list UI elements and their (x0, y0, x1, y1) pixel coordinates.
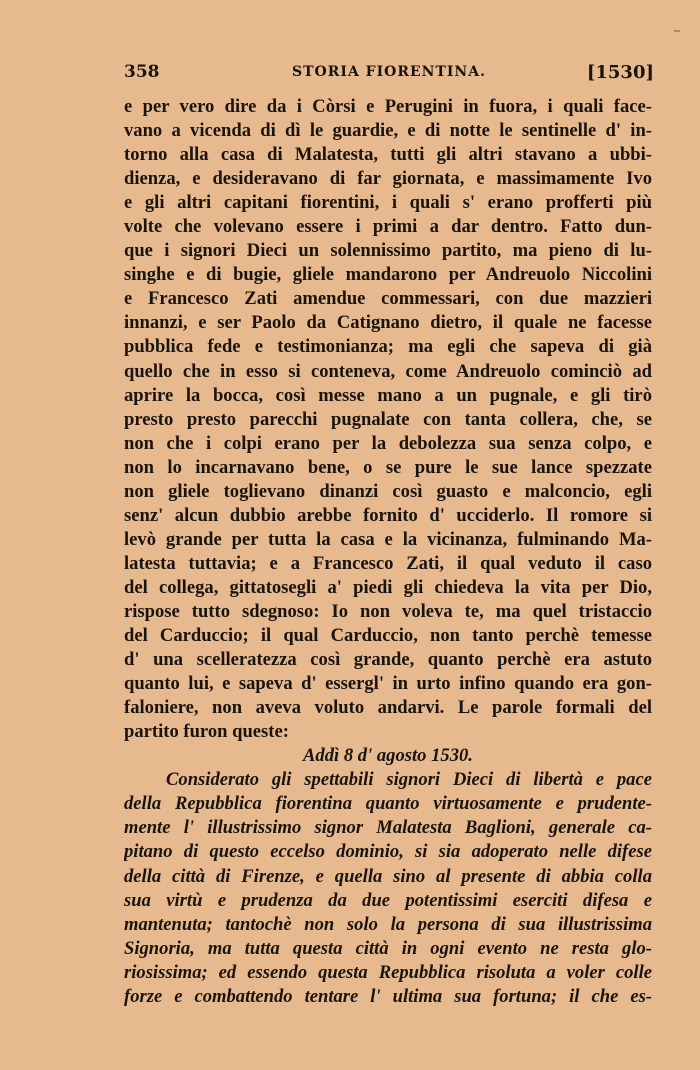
text-line: del Carduccio; il qual Carduccio, non tanto perchè temesse (124, 625, 652, 647)
text-line: senz' alcun dubbio arebbe fornito d' ucciderlo. Il romore si (124, 504, 652, 526)
text-line: forze e combattendo tentare l' ultima sua fortuna; il che es- (124, 985, 652, 1007)
text-line: dienza, e desideravano di far giornata, e massimamente Ivo (124, 168, 652, 190)
text-line: presto presto parecchi pugnalate con tanta collera, che, se (124, 408, 652, 430)
text-line: volte che volevano essere i primi a dar dentro. Fatto dun- (124, 216, 652, 238)
text-line: latesta tuttavia; e a Francesco Zati, il qual veduto il caso (124, 552, 652, 574)
text-line: del collega, gittatosegli a' piedi gli chiedeva la vita per Dio, (124, 576, 652, 598)
text-line: levò grande per tutta la casa e la vicinanza, fulminando Ma- (124, 528, 652, 550)
text-line: d' una scelleratezza così grande, quanto perchè era astuto (124, 649, 652, 671)
text-line: e gli altri capitani fiorentini, i quali s' erano profferti più (124, 192, 652, 214)
text-line: quello che in esso si conteneva, come Andreuolo cominciò ad (124, 360, 652, 382)
running-title: STORIA FIORENTINA. (292, 64, 486, 80)
text-line: vano a vicenda di dì le guardie, e di notte le sentinelle d' in- (124, 120, 652, 142)
text-line: pitano di questo eccelso dominio, si sia adoperato nelle difese (124, 841, 652, 863)
text-line: della Repubblica fiorentina quanto virtuosamente e prudente- (124, 793, 652, 815)
text-line: non lo incarnavano bene, o se pure le sue lance spezzate (124, 456, 652, 478)
text-line: pubblica fede e testimonianza; ma egli che sapeva di già (124, 336, 652, 358)
page-mark (674, 30, 680, 32)
text-line: singhe e di bugie, gliele mandarono per Andreuolo Niccolini (124, 264, 652, 286)
text-line: que i signori Dieci un solennissimo partito, ma pieno di lu- (124, 240, 652, 262)
text-line: Signoria, ma tutta questa città in ogni evento ne resta glo- (124, 937, 652, 959)
text-line: partito furon queste: (124, 721, 289, 743)
text-line: faloniere, non aveva voluto andarvi. Le parole formali del (124, 697, 652, 719)
text-line: sua virtù e prudenza da due potentissimi eserciti difesa e (124, 889, 652, 911)
text-line: Addì 8 d' agosto 1530. (303, 745, 473, 767)
text-line: Considerato gli spettabili signori Dieci di libertà e pace (166, 769, 652, 791)
text-line: torno alla casa di Malatesta, tutti gli altri stavano a ubbi- (124, 144, 652, 166)
text-line: non gliele toglievano dinanzi così guasto e malconcio, egli (124, 480, 652, 502)
page-number: 358 (124, 62, 160, 82)
text-line: mantenuta; tantochè non solo la persona di sua illustrissima (124, 913, 652, 935)
header-year: [1530] (586, 62, 654, 83)
running-header (124, 62, 654, 86)
text-line: mente l' illustrissimo signor Malatesta Baglioni, generale ca- (124, 817, 652, 839)
text-line: aprire la bocca, così messe mano a un pugnale, e gli tirò (124, 384, 652, 406)
text-line: innanzi, e ser Paolo da Catignano dietro, il quale ne facesse (124, 312, 652, 334)
text-line: e per vero dire da i Còrsi e Perugini in fuora, i quali face- (124, 96, 652, 117)
text-line: riosissima; ed essendo questa Repubblica risoluta a voler colle (124, 961, 652, 983)
text-line: della città di Firenze, e quella sino al presente di abbia colla (124, 865, 652, 887)
text-line: quanto lui, e sapeva d' essergl' in urto infino quando era gon- (124, 673, 652, 695)
text-line: e Francesco Zati amendue commessari, con due mazzieri (124, 288, 652, 310)
text-line: rispose tutto sdegnoso: Io non voleva te, ma quel tristaccio (124, 600, 652, 622)
text-line: non che i colpi erano per la debolezza sua senza colpo, e (124, 432, 652, 454)
body-text (124, 95, 652, 1009)
